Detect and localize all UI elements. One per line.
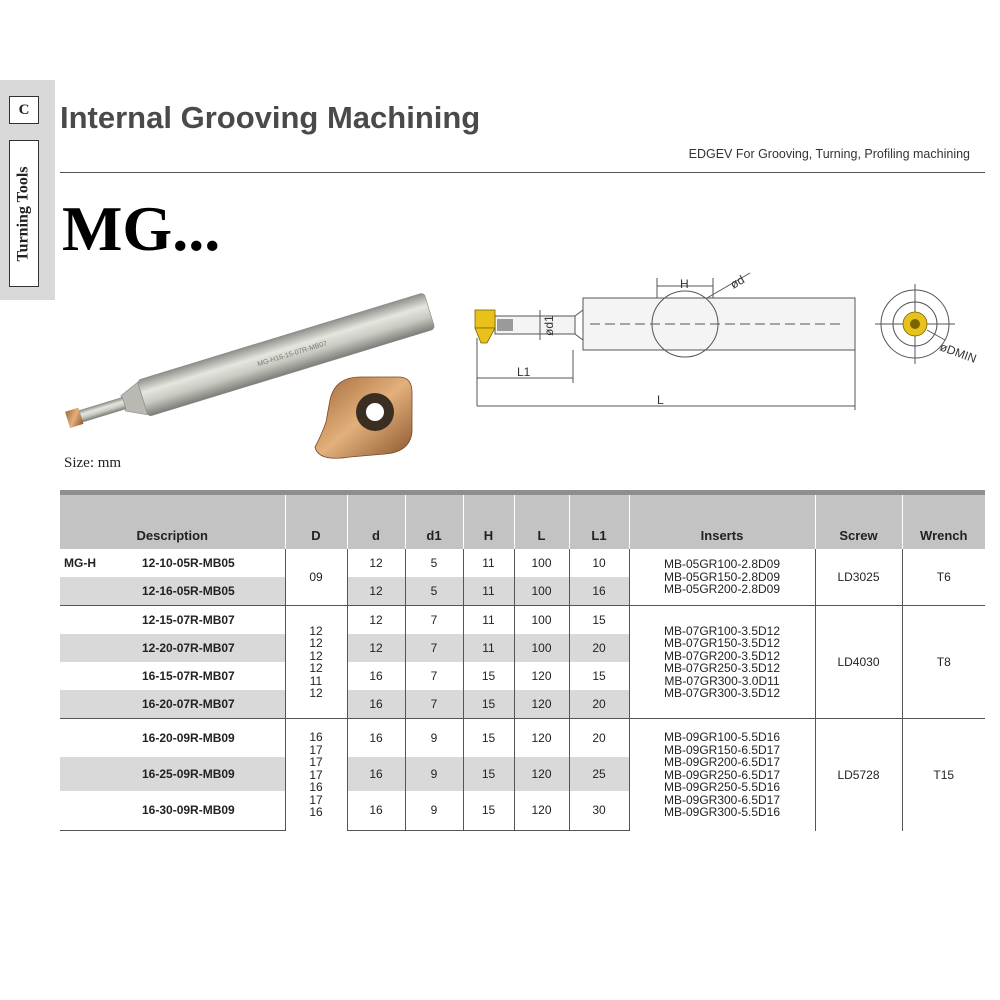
d-cell: 12 [347,549,405,577]
dim-label-H: H [680,277,689,291]
L1-cell: 20 [569,719,629,757]
col-L: L [514,493,569,550]
model-code: 12-20-07R-MB07 [60,634,285,662]
H-cell: 11 [463,577,514,606]
d-cell: 16 [347,719,405,757]
col-H: H [463,493,514,550]
model-code: 16-30-09R-MB09 [60,791,285,831]
L1-cell: 15 [569,606,629,635]
H-cell: 15 [463,690,514,719]
L-cell: 100 [514,634,569,662]
L1-cell: 16 [569,577,629,606]
dim-label-L: L [657,393,664,407]
model-code: 16-20-09R-MB09 [60,719,285,757]
dim-label-L1: L1 [517,365,531,379]
inserts-list: MB-05GR100-2.8D09 MB-05GR150-2.8D09 MB-05GR200-2.8D09 [663,557,781,597]
L-cell: 120 [514,719,569,757]
L-cell: 100 [514,549,569,577]
table-row [60,549,985,577]
D-cell [285,606,347,719]
D-stack: 12 12 12 12 11 12 [309,623,323,700]
dim-label-d1: ød1 [542,315,556,336]
inserts-list: MB-07GR100-3.5D12 MB-07GR150-3.5D12 MB-07GR200-3.5D12 MB-07GR250-3.5D12 MB-07GR300-3.0D11 MB-07GR300-3.5D12 [663,623,781,700]
drawing-insert [475,310,495,328]
d1-cell: 7 [405,690,463,719]
inserts-list: MB-09GR100-5.5D16 MB-09GR150-6.5D17 MB-09GR200-6.5D17 MB-09GR250-6.5D17 MB-09GR250-5.5D16 MB-09GR300-6.5D17 MB-09GR300-5.5D16 [663,730,781,819]
H-cell: 15 [463,662,514,690]
group-label: MG-H [64,556,96,570]
section-letter: C [9,96,39,124]
L-cell: 120 [514,690,569,719]
L1-cell: 25 [569,757,629,791]
d-cell: 16 [347,662,405,690]
inserts-cell [629,719,815,831]
L1-cell: 10 [569,549,629,577]
bar-engraving: MG-H16-15-07R-MB07 [256,340,329,369]
page-title: Internal Grooving Machining [60,100,481,135]
d-cell: 16 [347,690,405,719]
insert-photo [315,377,412,458]
series-name: MG... [62,193,221,264]
model-code: 16-25-09R-MB09 [60,757,285,791]
screw-cell: LD5728 [815,719,902,831]
H-cell: 11 [463,549,514,577]
col-screw: Screw [815,493,902,550]
d-cell: 12 [347,577,405,606]
inserts-cell [629,549,815,606]
model-code: 12-16-05R-MB05 [60,577,285,606]
product-photo [60,282,480,472]
dim-label-dmin: øDMIN [937,339,979,366]
L-cell: 120 [514,662,569,690]
col-inserts: Inserts [629,493,815,550]
col-d: d [347,493,405,550]
D-stack: 09 [309,569,323,584]
section-label: Turning Tools [9,140,39,287]
spec-table [60,490,985,831]
inserts-cell [629,606,815,719]
L-cell: 120 [514,791,569,831]
L-cell: 100 [514,577,569,606]
wrench-cell: T8 [902,606,985,719]
H-cell: 15 [463,719,514,757]
L1-cell: 15 [569,662,629,690]
H-cell: 15 [463,757,514,791]
model-code: 16-15-07R-MB07 [142,669,235,683]
col-d1: d1 [405,493,463,550]
d1-cell: 9 [405,791,463,831]
H-cell: 11 [463,634,514,662]
d1-cell: 5 [405,577,463,606]
L1-cell: 20 [569,634,629,662]
d-cell: 16 [347,757,405,791]
d1-cell: 7 [405,606,463,635]
d1-cell: 5 [405,549,463,577]
dim-label-d: ød [727,272,747,292]
d-cell: 12 [347,606,405,635]
col-L1: L1 [569,493,629,550]
D-cell [285,719,347,831]
col-description: Description [60,493,285,550]
size-unit-note: Size: mm [64,455,122,471]
screw-cell: LD4030 [815,606,902,719]
d1-cell: 7 [405,634,463,662]
L1-cell: 30 [569,791,629,831]
model-code: 16-20-07R-MB07 [60,690,285,719]
dimension-drawing [465,258,995,418]
d1-cell: 7 [405,662,463,690]
H-cell: 15 [463,791,514,831]
table-header [60,493,985,550]
d1-cell: 9 [405,757,463,791]
L-cell: 100 [514,606,569,635]
col-D: D [285,493,347,550]
wrench-cell: T15 [902,719,985,831]
d1-cell: 9 [405,719,463,757]
title-divider [60,172,985,173]
table-row [60,606,985,635]
table-row [60,719,985,757]
d-cell: 12 [347,634,405,662]
L-cell: 120 [514,757,569,791]
wrench-cell: T6 [902,549,985,606]
model-code: 12-15-07R-MB07 [60,606,285,635]
D-stack: 16 17 17 17 16 17 16 [309,730,323,819]
D-cell [285,549,347,606]
screw-cell: LD3025 [815,549,902,606]
col-wrench: Wrench [902,493,985,550]
d-cell: 16 [347,791,405,831]
H-cell: 11 [463,606,514,635]
model-code: 12-10-05R-MB05 [142,556,235,570]
L1-cell: 20 [569,690,629,719]
page-subtitle: EDGEV For Grooving, Turning, Profiling machining [688,147,970,161]
